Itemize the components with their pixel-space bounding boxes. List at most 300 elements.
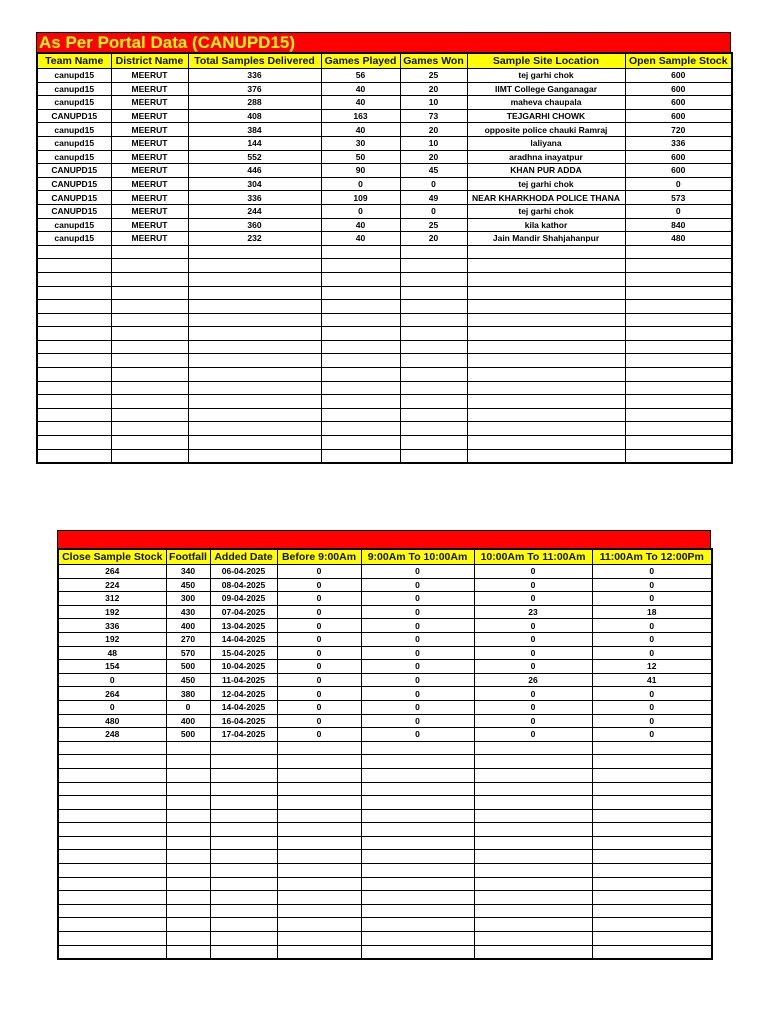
empty-cell [361,932,474,946]
empty-cell [400,354,467,368]
empty-cell [474,809,592,823]
empty-cell [361,864,474,878]
empty-cell [210,836,277,850]
10am-to-11am-cell: 0 [474,660,592,674]
footfall-cell: 450 [166,578,210,592]
team-name-cell: canupd15 [37,69,111,83]
empty-cell [625,245,732,259]
10am-to-11am-cell: 0 [474,632,592,646]
empty-row [58,891,712,905]
empty-cell [467,408,625,422]
11am-to-12pm-cell: 0 [592,578,712,592]
empty-row [37,272,732,286]
empty-cell [210,864,277,878]
empty-cell [361,904,474,918]
empty-cell [321,300,400,314]
before-9am-cell: 0 [277,646,361,660]
total-samples-delivered-cell: 304 [188,177,321,191]
empty-row [37,449,732,463]
empty-cell [321,259,400,273]
table-row [37,218,732,232]
district-name-cell: MEERUT [111,96,188,110]
games-played-cell: 40 [321,232,400,246]
total-samples-delivered-cell: 446 [188,164,321,178]
empty-cell [474,850,592,864]
table-row [58,646,712,660]
close-sample-stock-cell: 248 [58,728,166,742]
11am-to-12pm-cell: 0 [592,619,712,633]
before-9am-cell: 0 [277,592,361,606]
games-played-cell: 30 [321,136,400,150]
open-sample-stock-cell: 480 [625,232,732,246]
table-row [58,565,712,579]
empty-cell [467,395,625,409]
sample-site-location-cell: Jain Mandir Shahjahanpur [467,232,625,246]
before-9am-cell: 0 [277,714,361,728]
table-row [58,714,712,728]
total-samples-delivered-cell: 144 [188,136,321,150]
footfall-cell: 570 [166,646,210,660]
empty-cell [592,809,712,823]
empty-cell [111,259,188,273]
empty-cell [277,918,361,932]
empty-cell [111,449,188,463]
empty-cell [400,245,467,259]
empty-cell [321,286,400,300]
empty-cell [277,782,361,796]
empty-cell [625,436,732,450]
empty-cell [361,823,474,837]
team-name-cell: CANUPD15 [37,177,111,191]
added-date-cell: 14-04-2025 [210,700,277,714]
added-date-cell: 12-04-2025 [210,687,277,701]
empty-cell [37,395,111,409]
9am-to-10am-cell: 0 [361,714,474,728]
col-header-footfall: Footfall [166,549,210,565]
9am-to-10am-cell: 0 [361,578,474,592]
empty-cell [625,368,732,382]
table-row [58,605,712,619]
empty-cell [467,300,625,314]
empty-cell [400,449,467,463]
team-name-cell: canupd15 [37,82,111,96]
team-name-cell: canupd15 [37,96,111,110]
empty-cell [58,945,166,959]
empty-cell [592,850,712,864]
close-sample-stock-cell: 0 [58,700,166,714]
empty-cell [467,449,625,463]
9am-to-10am-cell: 0 [361,619,474,633]
sample-site-location-cell: opposite police chauki Ramraj [467,123,625,137]
open-sample-stock-cell: 600 [625,150,732,164]
empty-cell [210,891,277,905]
empty-cell [321,395,400,409]
games-won-cell: 20 [400,82,467,96]
empty-cell [321,436,400,450]
close-sample-stock-cell: 264 [58,565,166,579]
sample-site-location-cell: tej garhi chok [467,204,625,218]
close-sample-stock-cell: 312 [58,592,166,606]
empty-row [37,422,732,436]
11am-to-12pm-cell: 0 [592,700,712,714]
empty-cell [111,381,188,395]
empty-cell [592,823,712,837]
empty-cell [361,945,474,959]
empty-cell [321,449,400,463]
empty-cell [361,891,474,905]
empty-cell [166,809,210,823]
empty-cell [111,354,188,368]
empty-cell [277,809,361,823]
empty-cell [58,755,166,769]
close-sample-stock-cell: 224 [58,578,166,592]
empty-cell [467,368,625,382]
table-row [58,660,712,674]
empty-cell [400,313,467,327]
district-name-cell: MEERUT [111,136,188,150]
sample-site-location-cell: aradhna inayatpur [467,150,625,164]
before-9am-cell: 0 [277,700,361,714]
hourly-data-table [57,548,713,960]
9am-to-10am-cell: 0 [361,605,474,619]
district-name-cell: MEERUT [111,123,188,137]
games-played-cell: 40 [321,96,400,110]
empty-cell [166,823,210,837]
table-row [58,700,712,714]
empty-cell [210,904,277,918]
empty-row [37,381,732,395]
11am-to-12pm-cell: 0 [592,687,712,701]
table-row [37,150,732,164]
empty-cell [361,836,474,850]
district-name-cell: MEERUT [111,204,188,218]
empty-cell [474,768,592,782]
empty-cell [37,436,111,450]
10am-to-11am-cell: 0 [474,578,592,592]
empty-row [37,436,732,450]
empty-cell [58,768,166,782]
before-9am-cell: 0 [277,660,361,674]
empty-cell [277,823,361,837]
col-header-total-samples-delivered: Total Samples Delivered [188,53,321,69]
empty-cell [592,782,712,796]
10am-to-11am-cell: 0 [474,728,592,742]
empty-cell [188,408,321,422]
empty-cell [188,354,321,368]
empty-cell [467,340,625,354]
empty-cell [166,755,210,769]
empty-cell [166,864,210,878]
total-samples-delivered-cell: 232 [188,232,321,246]
empty-cell [474,891,592,905]
games-played-cell: 50 [321,150,400,164]
empty-cell [474,782,592,796]
close-sample-stock-cell: 48 [58,646,166,660]
sample-site-location-cell: KHAN PUR ADDA [467,164,625,178]
games-played-cell: 0 [321,204,400,218]
empty-cell [467,381,625,395]
before-9am-cell: 0 [277,565,361,579]
empty-cell [625,381,732,395]
before-9am-cell: 0 [277,673,361,687]
empty-cell [37,286,111,300]
empty-cell [474,918,592,932]
total-samples-delivered-cell: 376 [188,82,321,96]
district-name-cell: MEERUT [111,109,188,123]
added-date-cell: 17-04-2025 [210,728,277,742]
empty-cell [625,422,732,436]
district-name-cell: MEERUT [111,69,188,83]
table-row [37,164,732,178]
before-9am-cell: 0 [277,619,361,633]
added-date-cell: 13-04-2025 [210,619,277,633]
team-name-cell: canupd15 [37,150,111,164]
added-date-cell: 14-04-2025 [210,632,277,646]
empty-cell [592,796,712,810]
games-won-cell: 20 [400,150,467,164]
empty-cell [277,796,361,810]
empty-cell [277,755,361,769]
empty-row [37,259,732,273]
empty-cell [166,768,210,782]
table-row [37,136,732,150]
table-row [37,204,732,218]
open-sample-stock-cell: 600 [625,164,732,178]
close-sample-stock-cell: 192 [58,605,166,619]
empty-cell [625,327,732,341]
games-won-cell: 45 [400,164,467,178]
sample-site-location-cell: NEAR KHARKHODA POLICE THANA [467,191,625,205]
empty-cell [58,904,166,918]
9am-to-10am-cell: 0 [361,565,474,579]
empty-cell [277,891,361,905]
empty-cell [37,449,111,463]
9am-to-10am-cell: 0 [361,646,474,660]
empty-cell [592,932,712,946]
sample-site-location-cell: tej garhi chok [467,177,625,191]
sample-site-location-cell: kila kathor [467,218,625,232]
empty-cell [625,395,732,409]
table-row [58,687,712,701]
empty-cell [625,259,732,273]
open-sample-stock-cell: 573 [625,191,732,205]
empty-cell [474,823,592,837]
empty-cell [361,768,474,782]
footfall-cell: 400 [166,619,210,633]
empty-cell [210,932,277,946]
empty-cell [361,741,474,755]
empty-cell [400,286,467,300]
empty-row [58,741,712,755]
10am-to-11am-cell: 0 [474,714,592,728]
games-played-cell: 90 [321,164,400,178]
11am-to-12pm-cell: 0 [592,592,712,606]
games-played-cell: 0 [321,177,400,191]
empty-cell [58,891,166,905]
empty-cell [400,272,467,286]
sample-site-location-cell: IIMT College Ganganagar [467,82,625,96]
close-sample-stock-cell: 192 [58,632,166,646]
table-row [37,232,732,246]
empty-cell [188,395,321,409]
empty-cell [58,918,166,932]
footfall-cell: 0 [166,700,210,714]
col-header-10am-to-11am: 10:00Am To 11:00Am [474,549,592,565]
table-row [37,96,732,110]
empty-cell [467,313,625,327]
11am-to-12pm-cell: 0 [592,714,712,728]
table-row [37,191,732,205]
empty-cell [210,850,277,864]
empty-cell [58,932,166,946]
empty-cell [321,381,400,395]
empty-cell [166,932,210,946]
empty-cell [400,340,467,354]
empty-cell [474,755,592,769]
empty-cell [400,408,467,422]
empty-cell [592,836,712,850]
empty-cell [111,245,188,259]
10am-to-11am-cell: 0 [474,646,592,660]
portal-data-body [37,69,732,464]
empty-cell [400,327,467,341]
team-name-cell: canupd15 [37,123,111,137]
empty-cell [188,422,321,436]
empty-row [37,395,732,409]
empty-cell [277,850,361,864]
empty-cell [166,782,210,796]
col-header-close-sample-stock: Close Sample Stock [58,549,166,565]
empty-cell [58,823,166,837]
9am-to-10am-cell: 0 [361,673,474,687]
footfall-cell: 450 [166,673,210,687]
empty-cell [321,327,400,341]
empty-row [37,368,732,382]
empty-cell [188,381,321,395]
empty-cell [474,904,592,918]
team-name-cell: canupd15 [37,232,111,246]
empty-cell [277,864,361,878]
table-row [58,592,712,606]
empty-cell [400,368,467,382]
open-sample-stock-cell: 600 [625,109,732,123]
footfall-cell: 500 [166,728,210,742]
games-won-cell: 10 [400,96,467,110]
portal-data-sheet [36,32,731,464]
district-name-cell: MEERUT [111,218,188,232]
empty-row [58,836,712,850]
empty-row [37,408,732,422]
empty-cell [210,768,277,782]
added-date-cell: 07-04-2025 [210,605,277,619]
empty-cell [277,741,361,755]
empty-cell [111,272,188,286]
empty-cell [321,354,400,368]
empty-row [58,945,712,959]
empty-cell [166,796,210,810]
added-date-cell: 08-04-2025 [210,578,277,592]
empty-cell [592,904,712,918]
empty-cell [467,422,625,436]
games-won-cell: 10 [400,136,467,150]
empty-row [58,755,712,769]
11am-to-12pm-cell: 12 [592,660,712,674]
empty-cell [166,918,210,932]
games-played-cell: 109 [321,191,400,205]
team-name-cell: CANUPD15 [37,191,111,205]
table-row [58,578,712,592]
empty-cell [474,741,592,755]
empty-cell [58,809,166,823]
empty-cell [210,945,277,959]
total-samples-delivered-cell: 336 [188,69,321,83]
empty-cell [467,327,625,341]
empty-row [58,904,712,918]
before-9am-cell: 0 [277,728,361,742]
empty-cell [321,408,400,422]
empty-cell [400,381,467,395]
games-played-cell: 56 [321,69,400,83]
empty-cell [592,918,712,932]
team-name-cell: CANUPD15 [37,204,111,218]
games-won-cell: 73 [400,109,467,123]
total-samples-delivered-cell: 288 [188,96,321,110]
header-row [37,53,732,69]
empty-cell [210,918,277,932]
footfall-cell: 300 [166,592,210,606]
9am-to-10am-cell: 0 [361,728,474,742]
district-name-cell: MEERUT [111,150,188,164]
sheet-title: As Per Portal Data (CANUPD15) [36,32,731,52]
games-played-cell: 40 [321,218,400,232]
added-date-cell: 09-04-2025 [210,592,277,606]
empty-cell [361,918,474,932]
empty-cell [592,755,712,769]
empty-cell [321,340,400,354]
empty-cell [111,340,188,354]
empty-cell [111,408,188,422]
empty-row [58,864,712,878]
11am-to-12pm-cell: 0 [592,632,712,646]
empty-cell [188,272,321,286]
empty-cell [188,449,321,463]
empty-cell [321,245,400,259]
sample-site-location-cell: laliyana [467,136,625,150]
games-won-cell: 0 [400,204,467,218]
empty-cell [592,877,712,891]
10am-to-11am-cell: 0 [474,565,592,579]
empty-cell [467,354,625,368]
table-row [58,728,712,742]
empty-cell [37,422,111,436]
col-header-team-name: Team Name [37,53,111,69]
empty-cell [37,340,111,354]
empty-cell [210,877,277,891]
empty-cell [37,381,111,395]
empty-cell [210,782,277,796]
empty-cell [321,313,400,327]
table-row [37,123,732,137]
table-row [37,69,732,83]
empty-cell [277,836,361,850]
empty-cell [166,836,210,850]
empty-cell [400,259,467,273]
empty-cell [592,741,712,755]
games-won-cell: 20 [400,123,467,137]
open-sample-stock-cell: 0 [625,204,732,218]
close-sample-stock-cell: 336 [58,619,166,633]
team-name-cell: CANUPD15 [37,109,111,123]
